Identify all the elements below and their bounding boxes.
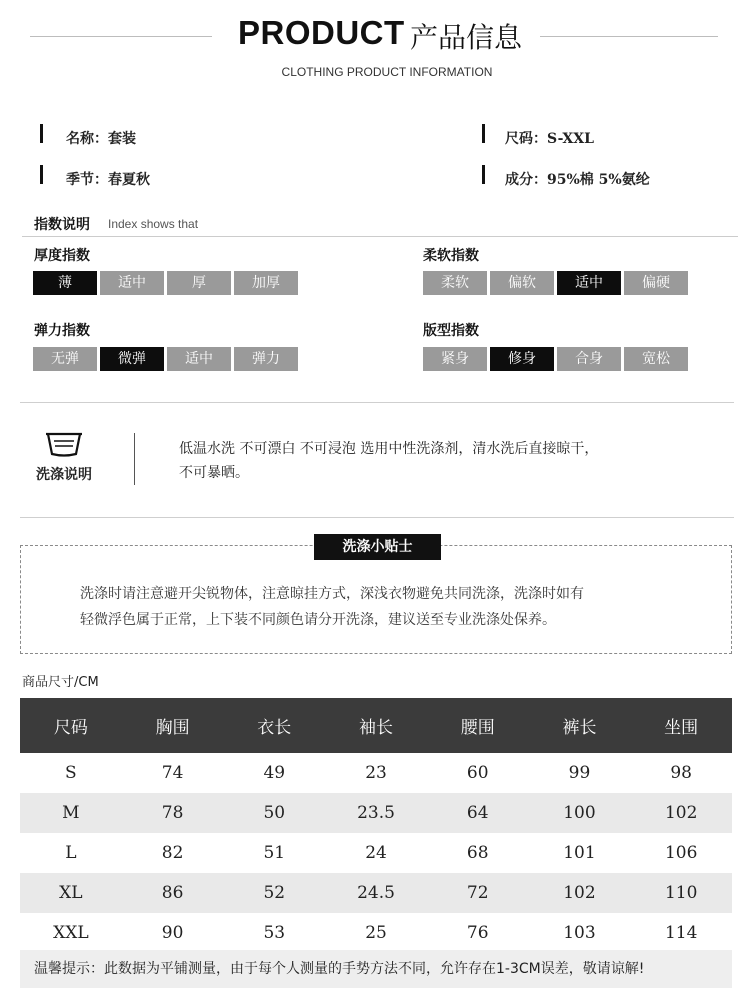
table-cell: L	[65, 843, 77, 863]
softness-label: 柔软指数	[423, 248, 479, 264]
thickness-scale	[33, 271, 298, 295]
scale-option: 修身	[490, 347, 554, 371]
table-cell: 23.5	[357, 803, 395, 823]
table-cell: 90	[161, 923, 184, 943]
scale-option: 合身	[557, 347, 621, 371]
scale-option: 无弹	[33, 347, 97, 371]
scale-option: 加厚	[234, 271, 298, 295]
scale-option: 薄	[33, 271, 97, 295]
info-name-text: 名称：套装	[66, 131, 136, 147]
table-cell: 49	[263, 763, 286, 783]
table-cell: 102	[563, 883, 596, 903]
scale-option: 柔软	[423, 271, 487, 295]
column-header: 胸围	[155, 718, 190, 738]
column-header: 袖长	[359, 718, 394, 738]
elasticity-scale	[33, 347, 298, 371]
header-divider-left	[30, 36, 212, 37]
table-cell: S	[65, 763, 77, 783]
index-divider	[22, 236, 738, 237]
table-cell: 64	[466, 803, 489, 823]
table-cell: 110	[664, 883, 698, 903]
table-cell: 100	[563, 803, 596, 823]
table-cell: XL	[59, 883, 83, 903]
thickness-label: 厚度指数	[34, 248, 90, 264]
wash-label: 洗涤说明	[36, 467, 92, 483]
table-cell: 68	[466, 843, 489, 863]
scale-option: 偏软	[490, 271, 554, 295]
info-marker	[40, 165, 43, 184]
tips-badge: 洗涤小贴士	[314, 534, 441, 560]
scale-option: 弹力	[234, 347, 298, 371]
section-divider	[20, 402, 734, 403]
wash-line: 不可暴晒。	[179, 465, 249, 481]
table-cell: 24.5	[357, 883, 395, 903]
wash-instructions	[179, 437, 699, 485]
scale-option: 厚	[167, 271, 231, 295]
table-cell: 114	[664, 923, 698, 943]
table-header-row	[20, 698, 732, 753]
scale-option: 宽松	[624, 347, 688, 371]
header-divider-right	[540, 36, 718, 37]
index-title-en: Index shows that	[108, 217, 199, 231]
table-cell: 76	[466, 923, 489, 943]
wash-separator	[134, 433, 135, 485]
table-cell: 98	[670, 763, 692, 783]
table-cell: 82	[161, 843, 184, 863]
size-table	[20, 698, 732, 953]
table-cell: 102	[664, 803, 698, 823]
info-composition-text: 成分：95%棉 5%氨纶	[505, 172, 650, 188]
table-cell: 103	[563, 923, 596, 943]
table-row	[20, 913, 732, 953]
table-cell: 60	[466, 763, 489, 783]
fit-label: 版型指数	[423, 323, 479, 339]
fit-scale	[423, 347, 688, 371]
column-header: 裤长	[562, 718, 597, 738]
table-cell: 51	[263, 843, 286, 863]
scale-option: 适中	[100, 271, 164, 295]
measurement-note: 温馨提示：此数据为平铺测量，由于每个人测量的手势方法不同，允许存在1-3CM误差，敬请谅解!	[20, 950, 732, 988]
table-row	[20, 753, 732, 793]
table-cell: 53	[263, 923, 286, 943]
info-marker	[40, 124, 43, 143]
scale-option: 适中	[167, 347, 231, 371]
table-cell: 24	[365, 843, 387, 863]
table-cell: XXL	[53, 923, 89, 943]
header-title: PRODUCT	[238, 14, 405, 51]
table-cell: 78	[161, 803, 184, 823]
info-season-text: 季节：春夏秋	[66, 172, 150, 188]
section-divider	[20, 517, 734, 518]
info-size-text: 尺码：S-XXL	[505, 131, 594, 147]
table-row	[20, 833, 732, 873]
column-header: 衣长	[257, 718, 292, 738]
column-header: 腰围	[460, 718, 495, 738]
table-row	[20, 873, 732, 913]
table-cell: 23	[365, 763, 387, 783]
tips-line: 轻微浮色属于正常，上下装不同颜色请分开洗涤，建议送至专业洗涤处保养。	[80, 612, 556, 628]
softness-scale	[423, 271, 688, 295]
table-cell: 74	[161, 763, 184, 783]
tips-text	[80, 581, 680, 633]
elasticity-label: 弹力指数	[34, 323, 90, 339]
product-header	[0, 0, 750, 90]
column-header: 尺码	[53, 718, 88, 738]
index-title: 指数说明	[34, 217, 90, 233]
scale-option: 微弹	[100, 347, 164, 371]
table-cell: 86	[161, 883, 184, 903]
wash-basin-icon	[44, 432, 84, 458]
table-row	[20, 793, 732, 833]
scale-option: 适中	[557, 271, 621, 295]
table-cell: M	[62, 803, 80, 823]
table-cell: 106	[664, 843, 698, 863]
header-subtitle: CLOTHING PRODUCT INFORMATION	[281, 65, 493, 79]
size-table-title: 商品尺寸/CM	[22, 675, 99, 690]
info-marker	[482, 124, 485, 143]
info-marker	[482, 165, 485, 184]
tips-line: 洗涤时请注意避开尖锐物体，注意晾挂方式，深浅衣物避免共同洗涤，洗涤时如有	[80, 586, 584, 602]
column-header: 坐围	[664, 718, 699, 738]
table-cell: 72	[466, 883, 489, 903]
table-cell: 101	[563, 843, 596, 863]
table-cell: 99	[568, 763, 591, 783]
scale-option: 偏硬	[624, 271, 688, 295]
table-cell: 50	[263, 803, 286, 823]
header-title-cn: 产品信息	[410, 21, 523, 54]
scale-option: 紧身	[423, 347, 487, 371]
wash-line: 低温水洗 不可漂白 不可浸泡 选用中性洗涤剂，清水洗后直接晾干，	[179, 441, 599, 457]
table-cell: 52	[263, 883, 286, 903]
table-cell: 25	[365, 923, 387, 943]
